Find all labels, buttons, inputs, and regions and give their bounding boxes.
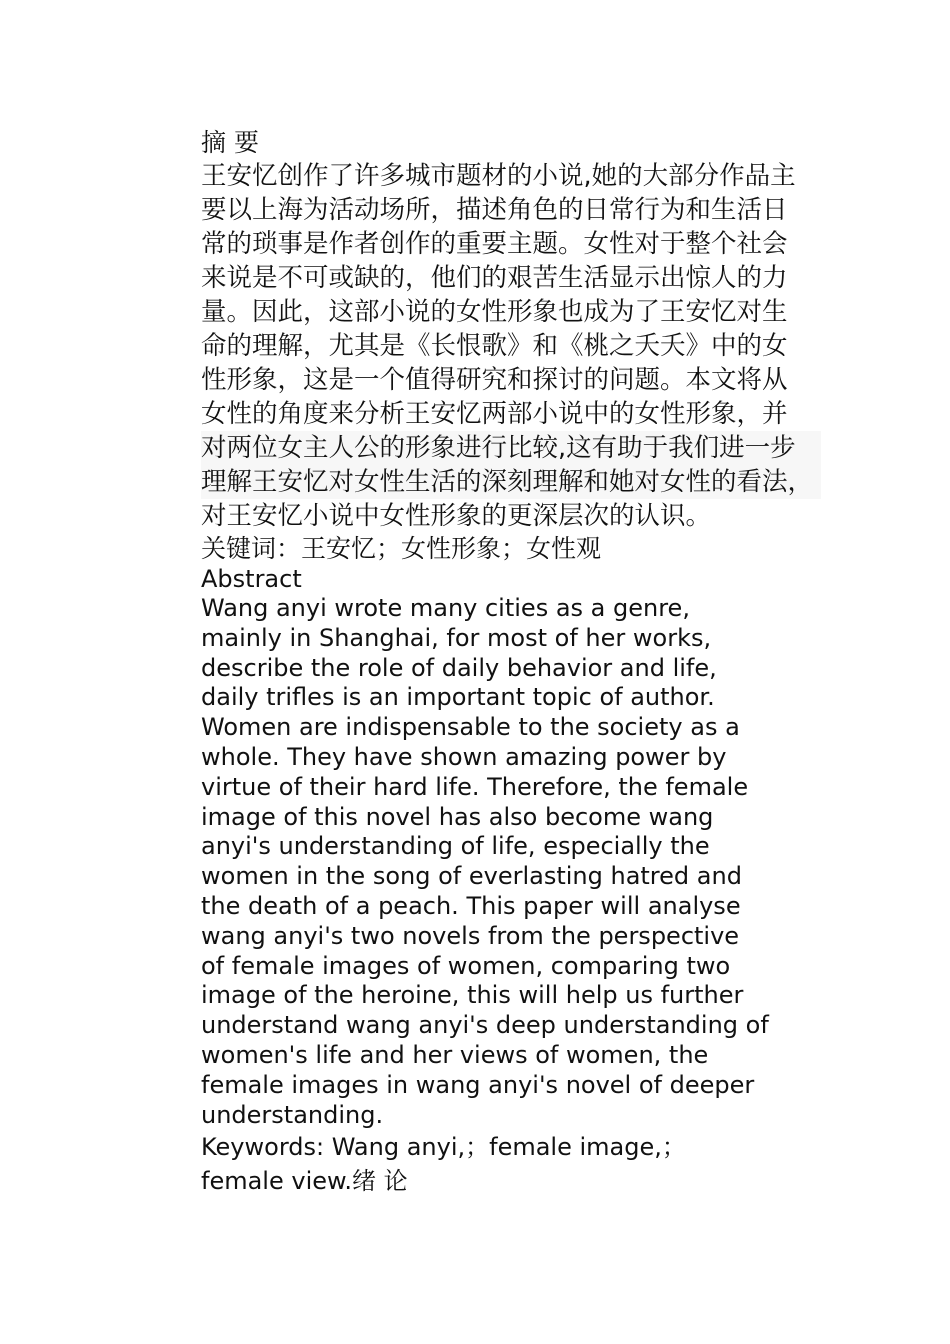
abstract-en-line: daily trifles is an important topic of author. bbox=[201, 683, 715, 712]
abstract-en-line: understanding. bbox=[201, 1100, 384, 1129]
abstract-zh-line: 量。因此，这部小说的女性形象也成为了王安忆对生 bbox=[201, 297, 788, 327]
abstract-zh-line: 女性的角度来分析王安忆两部小说中的女性形象，并 bbox=[201, 399, 788, 429]
abstract-en-line: describe the role of daily behavior and life, bbox=[201, 653, 717, 682]
keywords-en-line: Keywords: Wang anyi,；female image,； bbox=[201, 1133, 686, 1162]
abstract-en-line: female images in wang anyi's novel of deeper bbox=[201, 1070, 755, 1099]
abstract-zh-line: 命的理解，尤其是《长恨歌》和《桃之夭夭》中的女 bbox=[201, 331, 788, 361]
keywords-en-line: female view.绪 论 bbox=[201, 1167, 408, 1196]
abstract-zh-line: 王安忆创作了许多城市题材的小说,她的大部分作品主 bbox=[201, 161, 796, 191]
keywords-en bbox=[201, 1130, 831, 1198]
document-page bbox=[201, 126, 831, 1198]
abstract-zh-line: 来说是不可或缺的，他们的艰苦生活显示出惊人的力 bbox=[201, 263, 788, 293]
abstract-en-line: Wang anyi wrote many cities as a genre, bbox=[201, 594, 690, 622]
abstract-en-line: understand wang anyi's deep understanding of bbox=[201, 1011, 769, 1040]
abstract-en-line: women in the song of everlasting hatred and bbox=[201, 862, 742, 891]
abstract-zh-body bbox=[201, 159, 821, 533]
abstract-en-line: image of this novel has also become wang bbox=[201, 802, 714, 831]
abstract-en-body bbox=[201, 594, 831, 1130]
abstract-en-line: women's life and her views of women, the bbox=[201, 1040, 709, 1069]
abstract-en-line: wang anyi's two novels from the perspective bbox=[201, 921, 740, 950]
abstract-en-heading: Abstract bbox=[201, 565, 302, 593]
abstract-zh-line: 对王安忆小说中女性形象的更深层次的认识。 bbox=[201, 501, 712, 531]
abstract-zh-heading: 摘 要 bbox=[201, 128, 259, 157]
abstract-zh-line: 性形象，这是一个值得研究和探讨的问题。本文将从 bbox=[201, 365, 788, 395]
abstract-zh-line: 理解王安忆对女性生活的深刻理解和她对女性的看法， bbox=[201, 465, 821, 499]
abstract-en-line: whole. They have shown amazing power by bbox=[201, 742, 727, 771]
abstract-en-line: image of the heroine, this will help us further bbox=[201, 981, 744, 1010]
abstract-en-line: the death of a peach. This paper will analyse bbox=[201, 891, 741, 920]
abstract-en-line: mainly in Shanghai, for most of her works, bbox=[201, 623, 712, 652]
abstract-en-line: of female images of women, comparing two bbox=[201, 951, 731, 980]
abstract-en-line: anyi's understanding of life, especially the bbox=[201, 832, 710, 861]
abstract-en-line: Women are indispensable to the society as a bbox=[201, 713, 740, 742]
keywords-zh: 关键词：王安忆；女性形象；女性观 bbox=[201, 534, 602, 563]
abstract-zh-line: 要以上海为活动场所，描述角色的日常行为和生活日 bbox=[201, 195, 788, 225]
abstract-en-line: virtue of their hard life. Therefore, the female bbox=[201, 772, 749, 801]
abstract-zh-line: 常的琐事是作者创作的重要主题。女性对于整个社会 bbox=[201, 229, 788, 259]
abstract-zh-line: 对两位女主人公的形象进行比较,这有助于我们进一步 bbox=[201, 431, 821, 465]
